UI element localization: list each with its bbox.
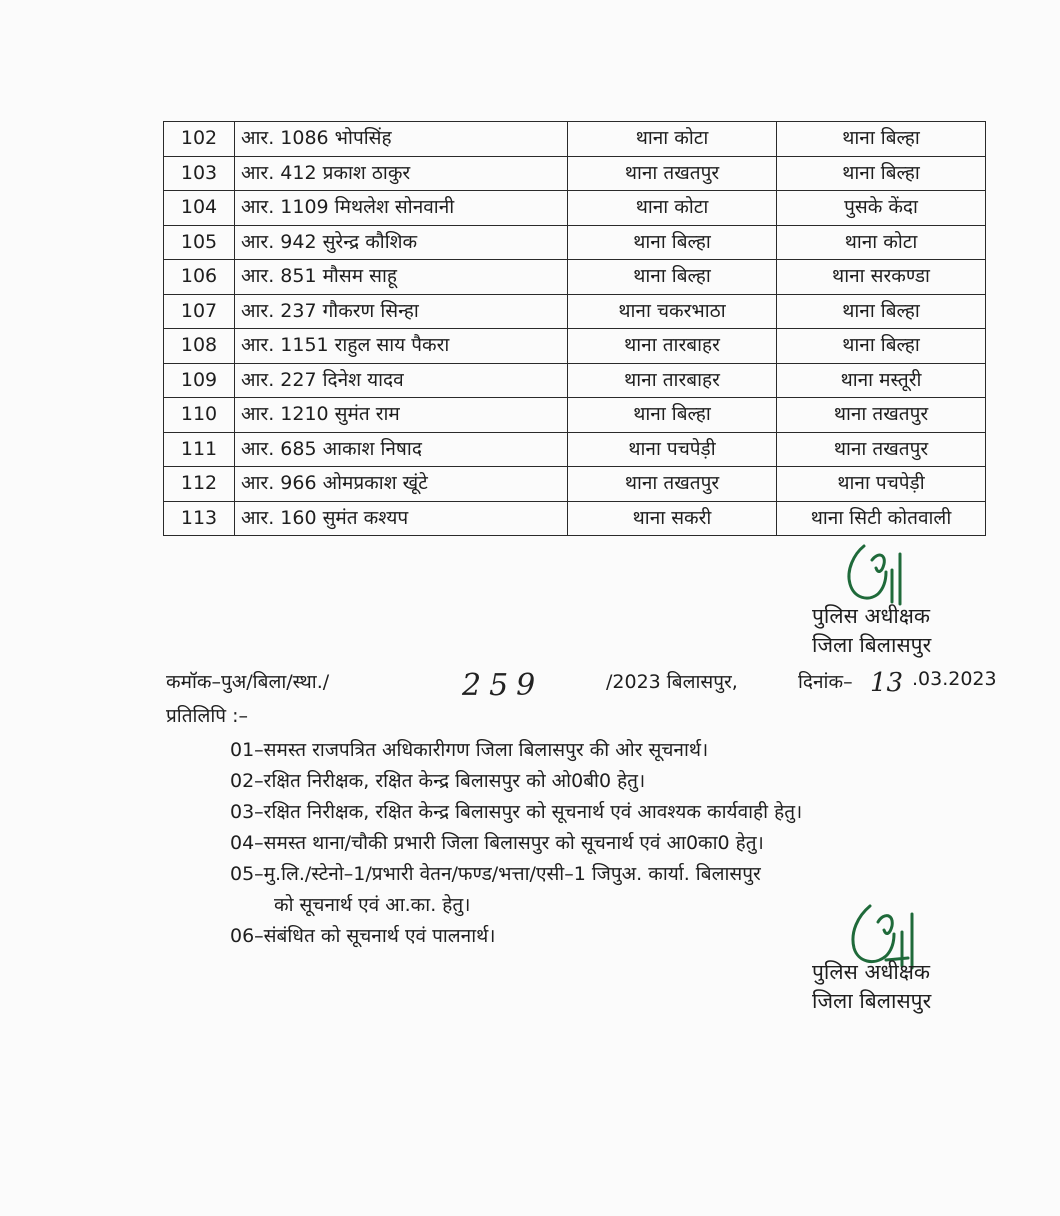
list-item-continuation: को सूचनार्थ एवं आ.का. हेतु। (274, 894, 471, 916)
from-station-cell: थाना चकरभाठा (568, 294, 777, 329)
reference-suffix: /2023 बिलासपुर, (606, 671, 738, 693)
table-row (164, 398, 986, 433)
list-item: 06–संबंधित को सूचनार्थ एवं पालनार्थ। (230, 925, 496, 947)
employee-name-cell: आर. 1151 राहुल साय पैकरा (235, 329, 568, 364)
signatory-district: जिला बिलासपुर (812, 633, 932, 657)
serial-number-cell: 113 (164, 501, 235, 536)
table-row (164, 260, 986, 295)
list-item: 05–मु.लि./स्टेनो–1/प्रभारी वेतन/फण्ड/भत्ता/एसी–1 जिपुअ. कार्या. बिलासपुर (230, 863, 761, 885)
table-row (164, 363, 986, 398)
from-station-cell: थाना बिल्हा (568, 260, 777, 295)
to-station-cell: थाना बिल्हा (777, 156, 986, 191)
employee-name-cell: आर. 237 गौकरण सिन्हा (235, 294, 568, 329)
from-station-cell: थाना तारबाहर (568, 363, 777, 398)
to-station-cell: थाना बिल्हा (777, 329, 986, 364)
copy-label: प्रतिलिपि :– (166, 705, 249, 727)
employee-name-cell: आर. 160 सुमंत कश्यप (235, 501, 568, 536)
to-station-cell: थाना कोटा (777, 225, 986, 260)
signature-block-bottom (812, 958, 931, 1016)
signature-block-top (812, 602, 931, 660)
from-station-cell: थाना कोटा (568, 122, 777, 157)
date-label: दिनांक– (798, 671, 853, 693)
to-station-cell: थाना तखतपुर (777, 398, 986, 433)
list-item: 04–समस्त थाना/चौकी प्रभारी जिला बिलासपुर को सूचनार्थ एवं आ0का0 हेतु। (230, 832, 764, 854)
copy-list (230, 735, 802, 952)
serial-number-cell: 111 (164, 432, 235, 467)
signature-mark-top (842, 540, 912, 608)
employee-name-cell: आर. 685 आकाश निषाद (235, 432, 568, 467)
serial-number-cell: 110 (164, 398, 235, 433)
serial-number-cell: 108 (164, 329, 235, 364)
to-station-cell: पुसके केंदा (777, 191, 986, 226)
employee-name-cell: आर. 412 प्रकाश ठाकुर (235, 156, 568, 191)
from-station-cell: थाना बिल्हा (568, 225, 777, 260)
reference-number: 259 (462, 668, 544, 703)
table-row (164, 501, 986, 536)
serial-number-cell: 107 (164, 294, 235, 329)
employee-name-cell: आर. 1086 भोपसिंह (235, 122, 568, 157)
signatory-designation: पुलिस अधीक्षक (812, 960, 931, 984)
employee-name-cell: आर. 1109 मिथलेश सोनवानी (235, 191, 568, 226)
date-day: 13 (870, 668, 904, 698)
employee-name-cell: आर. 227 दिनेश यादव (235, 363, 568, 398)
from-station-cell: थाना तारबाहर (568, 329, 777, 364)
to-station-cell: थाना बिल्हा (777, 294, 986, 329)
serial-number-cell: 105 (164, 225, 235, 260)
employee-name-cell: आर. 966 ओमप्रकाश खूंटे (235, 467, 568, 502)
table-row (164, 191, 986, 226)
table-row (164, 467, 986, 502)
reference-prefix: कमॉक–पुअ/बिला/स्था./ (166, 671, 330, 693)
signatory-designation: पुलिस अधीक्षक (812, 604, 931, 628)
serial-number-cell: 112 (164, 467, 235, 502)
serial-number-cell: 109 (164, 363, 235, 398)
from-station-cell: थाना बिल्हा (568, 398, 777, 433)
transfer-table (163, 121, 986, 536)
employee-name-cell: आर. 851 मौसम साहू (235, 260, 568, 295)
table-row (164, 156, 986, 191)
signatory-district: जिला बिलासपुर (812, 989, 932, 1013)
list-item: 02–रक्षित निरीक्षक, रक्षित केन्द्र बिलासपुर को ओ0बी0 हेतु। (230, 770, 646, 792)
serial-number-cell: 104 (164, 191, 235, 226)
table-row (164, 225, 986, 260)
serial-number-cell: 102 (164, 122, 235, 157)
table-row (164, 122, 986, 157)
from-station-cell: थाना सकरी (568, 501, 777, 536)
to-station-cell: थाना बिल्हा (777, 122, 986, 157)
from-station-cell: थाना तखतपुर (568, 467, 777, 502)
serial-number-cell: 103 (164, 156, 235, 191)
table-row (164, 432, 986, 467)
reference-line (166, 666, 997, 703)
to-station-cell: थाना सरकण्डा (777, 260, 986, 295)
table-row (164, 294, 986, 329)
to-station-cell: थाना पचपेड़ी (777, 467, 986, 502)
list-item: 01–समस्त राजपत्रित अधिकारीगण जिला बिलासपुर की ओर सूचनार्थ। (230, 739, 709, 761)
serial-number-cell: 106 (164, 260, 235, 295)
from-station-cell: थाना पचपेड़ी (568, 432, 777, 467)
to-station-cell: थाना सिटी कोतवाली (777, 501, 986, 536)
employee-name-cell: आर. 942 सुरेन्द्र कौशिक (235, 225, 568, 260)
list-item: 03–रक्षित निरीक्षक, रक्षित केन्द्र बिलासपुर को सूचनार्थ एवं आवश्यक कार्यवाही हेतु। (230, 801, 803, 823)
from-station-cell: थाना तखतपुर (568, 156, 777, 191)
to-station-cell: थाना मस्तूरी (777, 363, 986, 398)
table-row (164, 329, 986, 364)
to-station-cell: थाना तखतपुर (777, 432, 986, 467)
employee-name-cell: आर. 1210 सुमंत राम (235, 398, 568, 433)
from-station-cell: थाना कोटा (568, 191, 777, 226)
date-rest: .03.2023 (912, 668, 997, 690)
